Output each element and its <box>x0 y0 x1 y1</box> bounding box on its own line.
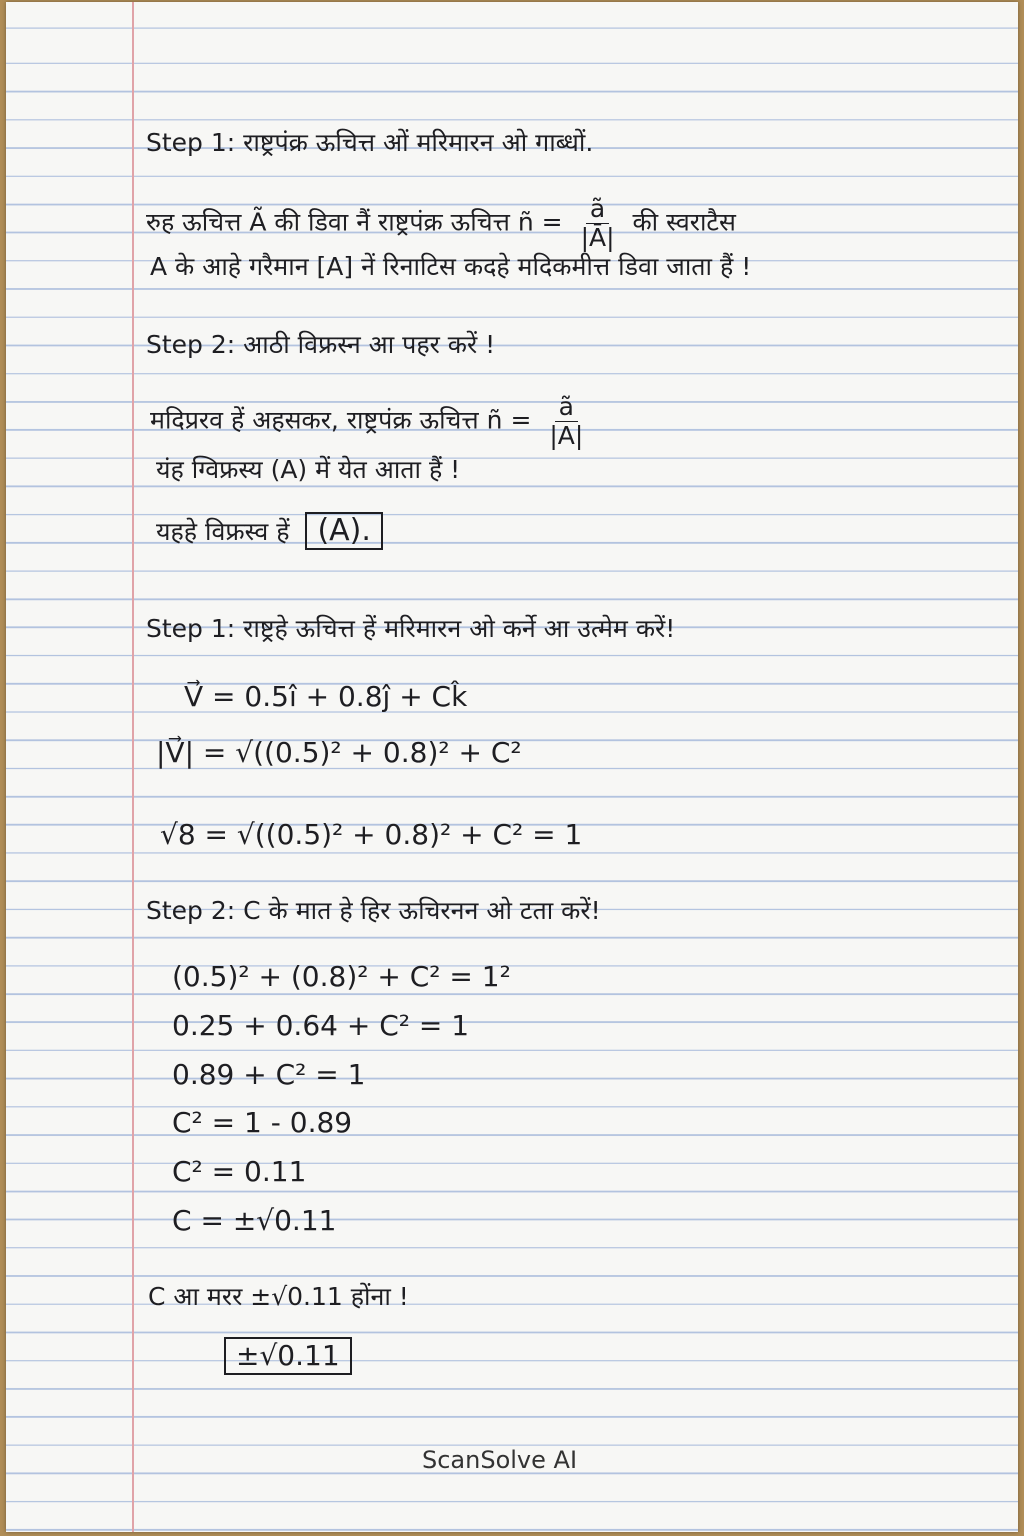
part1-step2-heading: Step 2: आठी विफ्रस्न आ पहर करें ! <box>146 330 496 359</box>
part1-step2-line1 <box>150 393 593 450</box>
part2-step2-heading: Step 2: C के मात हे हिर ऊचिरनन ओ टता करें! <box>146 896 601 925</box>
calc-line-2: 0.25 + 0.64 + C² = 1 <box>172 1009 470 1042</box>
fraction-numerator-2: a͂ <box>555 393 578 422</box>
part1-step1-line1 <box>146 195 736 252</box>
final-answer: ±√0.11 <box>224 1337 352 1375</box>
equation-magnitude-equals-one: √8 = √((0.5)² + 0.8)² + C² = 1 <box>160 818 583 851</box>
part2-step1-heading: Step 1: राष्ट्रहे ऊचित्त हें मरिमारन ओ कर्ने आ उत्मेम करें! <box>146 614 676 643</box>
fraction-denominator-2: |A| <box>549 421 584 450</box>
equation-vector-v: V⃗ = 0.5î + 0.8ĵ + Ck̂ <box>184 680 468 713</box>
calc-line-3: 0.89 + C² = 1 <box>172 1058 366 1091</box>
unit-vector-fraction-2 <box>545 393 587 450</box>
fraction-numerator: a͂ <box>586 195 609 224</box>
fraction-denominator: |Ā| <box>580 223 615 252</box>
part1-step1-line2: A के आहे गरैमान [A] नें रिनाटिस कदहे मदिकमीत्त डिवा जाता हैं ! <box>150 252 752 281</box>
conclusion-line: C आ मरर ±√0.11 होंना ! <box>148 1282 409 1311</box>
calc-line-1: (0.5)² + (0.8)² + C² = 1² <box>172 960 511 993</box>
part1-step2-line3 <box>156 512 383 550</box>
final-answer-box <box>224 1337 352 1375</box>
calc-line-5: C² = 0.11 <box>172 1155 307 1188</box>
footer-watermark: ScanSolve AI <box>422 1446 578 1474</box>
equation-magnitude-v: |V⃗| = √((0.5)² + 0.8)² + C² <box>156 736 522 769</box>
calc-line-4: C² = 1 - 0.89 <box>172 1106 353 1139</box>
part1-step1-heading: Step 1: राष्ट्रपंक्र ऊचित्त ओं मरिमारन ओ गाब्धों. <box>146 128 594 157</box>
part1-step1-line1-text-a: रुह ऊचित्त A͂ की डिवा नैं राष्ट्रपंक्र ऊचित्त n͂ = <box>146 207 563 237</box>
part1-step2-line3-text: यहहे विफ्रस्व हें <box>156 517 290 546</box>
part1-step2-line1-text: मदिप्ररव हें अहसकर, राष्ट्रपंक्र ऊचित्त n͂ = <box>150 405 532 435</box>
part1-step2-line2: यंह ग्विफ्रस्य (A) में येत आता हैं ! <box>156 455 461 484</box>
calc-line-6: C = ±√0.11 <box>172 1204 337 1237</box>
part1-answer-box: (A). <box>305 512 382 550</box>
part1-step1-line1-text-b: की स्वराटैस <box>632 207 736 237</box>
margin-line <box>132 2 134 1532</box>
unit-vector-fraction <box>577 195 619 252</box>
